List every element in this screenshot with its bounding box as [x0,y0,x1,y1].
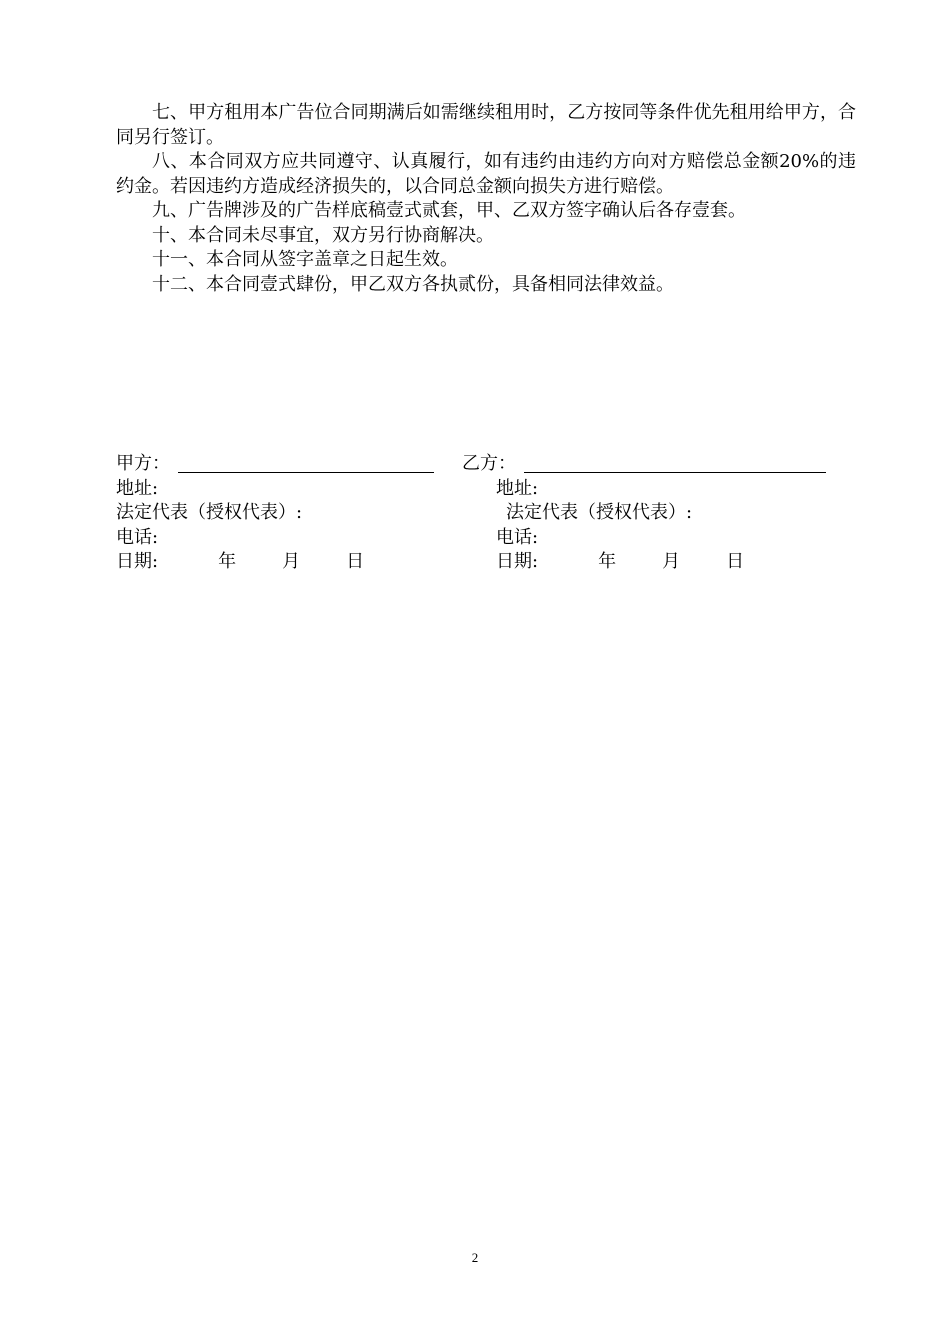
party-a-day: 日 [346,551,365,572]
party-a-year: 年 [218,551,237,572]
clause-11: 十一、本合同从签字盖章之日起生效。 [152,249,458,270]
party-b-month: 月 [662,551,681,572]
party-a-legal-rep: 法定代表（授权代表）: [116,502,303,523]
party-b-signature-line [524,456,826,473]
party-a-address: 地址: [116,477,159,499]
party-b-name-row [462,452,862,477]
contract-clauses [116,101,856,297]
party-b-day: 日 [726,551,745,572]
party-a-name-row [116,452,456,477]
party-a-date-label: 日期: [116,551,159,572]
party-b-address: 地址: [496,477,539,499]
party-b-date-row [462,550,862,575]
party-b-phone: 电话: [496,526,539,548]
party-a-signature-line [178,456,434,473]
party-a-phone: 电话: [116,526,159,548]
clause-12: 十二、本合同壹式肆份，甲乙双方各执贰份，具备相同法律效益。 [152,273,674,295]
party-b-year: 年 [598,551,617,572]
party-b-label: 乙方： [462,453,516,474]
clause-9: 九、广告牌涉及的广告样底稿壹式贰套，甲、乙双方签字确认后各存壹套。 [152,200,746,221]
party-b-date-label: 日期: [496,551,539,572]
party-a-month: 月 [282,551,301,572]
clause-8: 八、本合同双方应共同遵守、认真履行，如有违约由违约方向对方赔偿总金额20%的违约金。若因违约方造成经济损失的，以合同总金额向损失方进行赔偿。 [116,151,856,197]
party-b-legal-rep: 法定代表（授权代表）: [506,502,693,523]
party-a-signature-block [116,452,456,575]
clause-10: 十、本合同未尽事宜，双方另行协商解决。 [152,224,494,246]
party-a-label: 甲方： [116,453,170,474]
party-b-signature-block [462,452,862,575]
party-a-date-row [116,550,456,575]
clause-7: 七、甲方租用本广告位合同期满后如需继续租用时，乙方按同等条件优先租用给甲方，合同另行签订。 [116,102,856,148]
page-number: 2 [471,1250,479,1265]
